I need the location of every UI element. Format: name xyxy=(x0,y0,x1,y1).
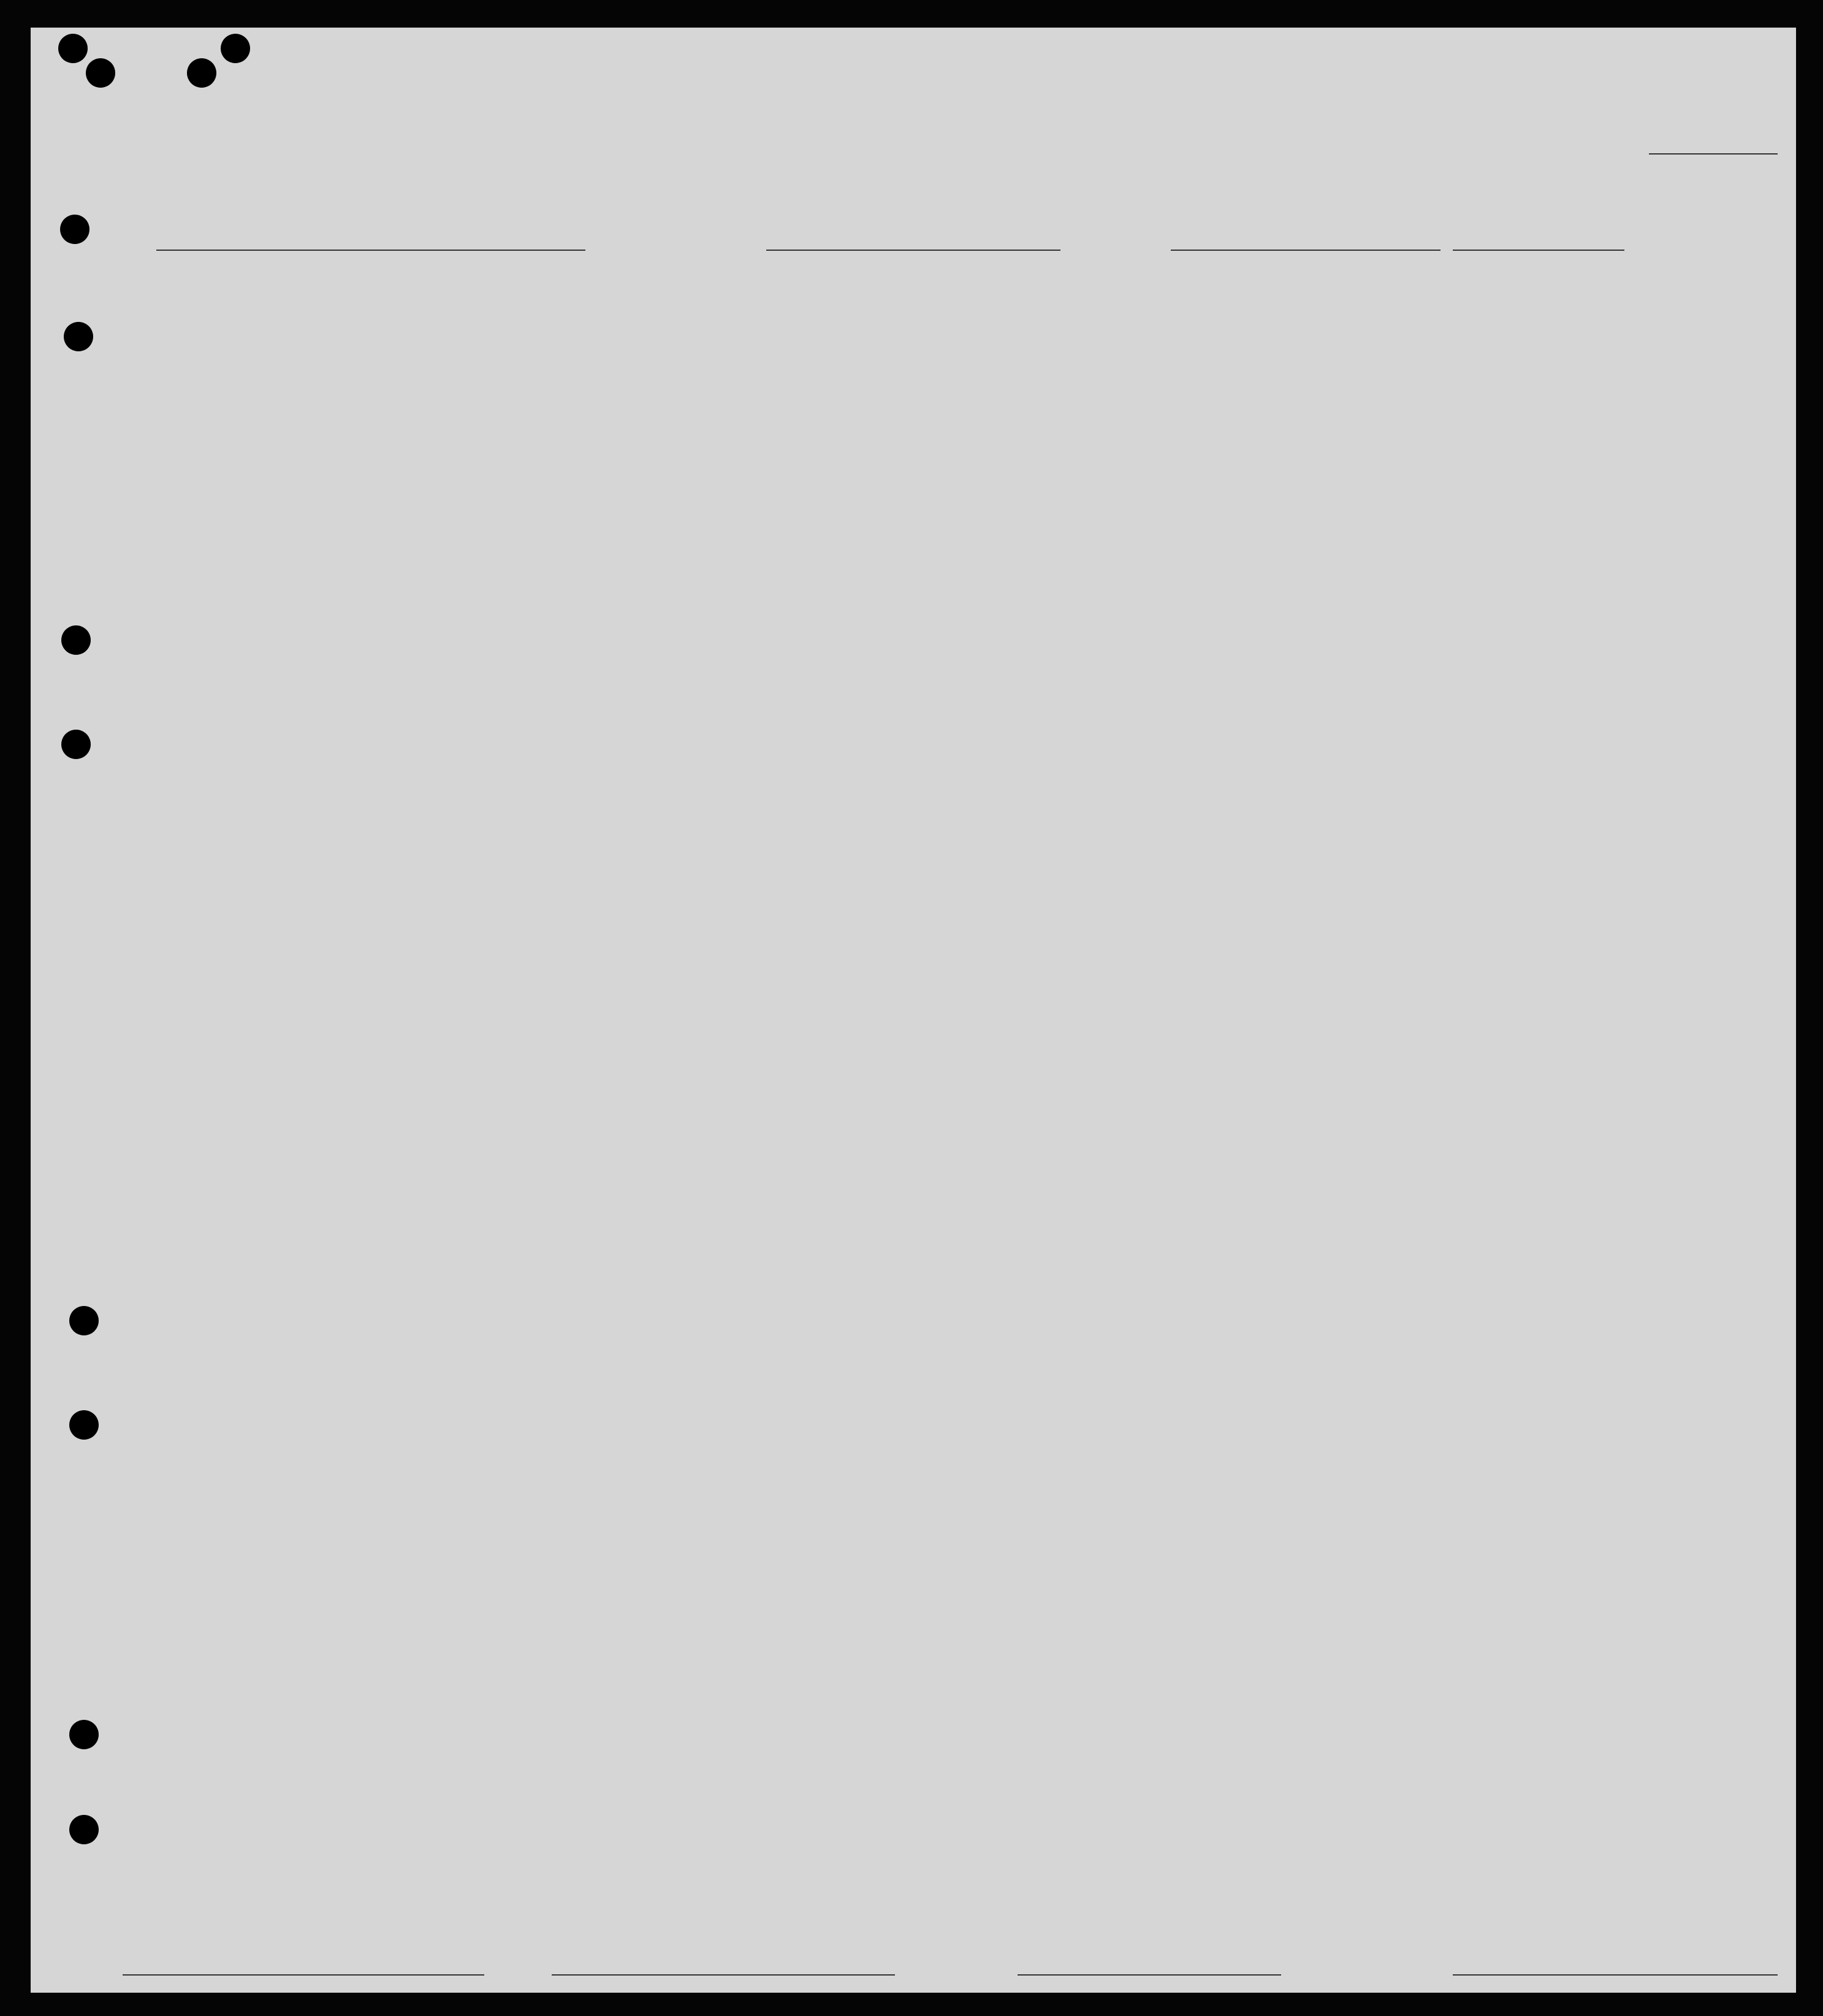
binder-hole xyxy=(187,58,216,88)
manifest-sheet xyxy=(31,28,1796,1993)
binder-hole xyxy=(69,1306,99,1335)
manifest-table-grid xyxy=(31,28,1796,1993)
binder-hole xyxy=(69,1815,99,1844)
binder-hole xyxy=(69,1720,99,1749)
binder-hole xyxy=(61,730,91,759)
binder-hole xyxy=(221,34,250,63)
binder-hole xyxy=(86,58,115,88)
binder-hole xyxy=(64,322,93,351)
binder-hole xyxy=(61,625,91,655)
binder-hole xyxy=(69,1410,99,1440)
binder-hole xyxy=(58,34,88,63)
binder-hole xyxy=(60,215,89,244)
